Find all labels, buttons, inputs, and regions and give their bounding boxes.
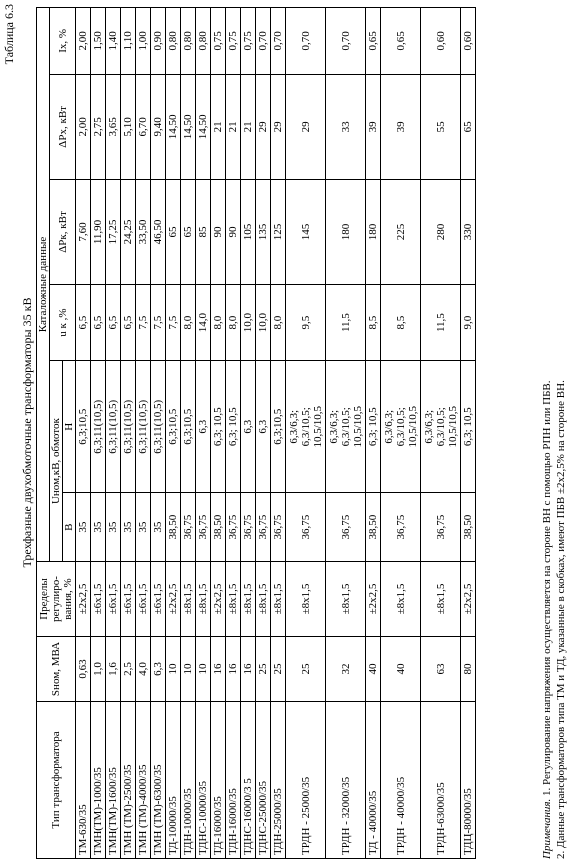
cell-px: 21	[226, 74, 241, 179]
cell-uk: 11,5	[326, 284, 366, 360]
table-row	[326, 8, 366, 859]
cell-pk: 7,60	[76, 180, 91, 285]
cell-type: ТДНС-25000/35	[256, 702, 271, 859]
cell-v: 35	[76, 493, 91, 562]
cell-uk: 7,5	[136, 284, 151, 360]
cell-v: 36,75	[326, 493, 366, 562]
cell-v: 35	[91, 493, 106, 562]
cell-n: 6,3;11(10,5)	[151, 361, 166, 493]
cell-reg: ±8х1,5	[196, 562, 211, 637]
cell-pk: 90	[211, 180, 226, 285]
cell-reg: ±8х1,5	[226, 562, 241, 637]
cell-n: 6,3;10,5	[271, 361, 286, 493]
cell-reg: ±6х1,5	[121, 562, 136, 637]
cell-snom: 40	[381, 637, 421, 702]
cell-uk: 6,5	[121, 284, 136, 360]
cell-type: ТМН(ТМ)-1000/35	[91, 702, 106, 859]
cell-ix: 0,65	[366, 8, 381, 75]
cell-v: 35	[136, 493, 151, 562]
cell-uk: 10,0	[256, 284, 271, 360]
table-row	[421, 8, 461, 859]
cell-px: 3,65	[106, 74, 121, 179]
cell-pk: 330	[461, 180, 476, 285]
cell-type: ТРДН - 32000/35	[326, 702, 366, 859]
cell-type: ТДНС-16000/3 5	[241, 702, 256, 859]
cell-reg: ±2х2,5	[461, 562, 476, 637]
cell-type: ТМ-630/35	[76, 702, 91, 859]
cell-snom: 16	[241, 637, 256, 702]
cell-ix: 0,80	[181, 8, 196, 75]
cell-type: ТД-10000/35	[166, 702, 181, 859]
cell-ix: 0,65	[381, 8, 421, 75]
cell-px: 39	[366, 74, 381, 179]
table-row	[461, 8, 476, 859]
cell-snom: 40	[366, 637, 381, 702]
cell-pk: 65	[166, 180, 181, 285]
cell-type: ТД - 40000/35	[366, 702, 381, 859]
table-row	[271, 8, 286, 859]
cell-uk: 14,0	[196, 284, 211, 360]
cell-type: ТДНС-10000/35	[196, 702, 211, 859]
cell-ix: 1,40	[106, 8, 121, 75]
cell-n: 6,3;11(10,5)	[121, 361, 136, 493]
cell-v: 36,75	[286, 493, 326, 562]
cell-pk: 105	[241, 180, 256, 285]
table-row	[241, 8, 256, 859]
cell-uk: 8,0	[211, 284, 226, 360]
cell-ix: 1,10	[121, 8, 136, 75]
table-row	[286, 8, 326, 859]
cell-v: 36,75	[226, 493, 241, 562]
cell-snom: 10	[181, 637, 196, 702]
header-pk: ΔPк, кВт	[50, 180, 76, 285]
cell-v: 35	[151, 493, 166, 562]
cell-v: 35	[121, 493, 136, 562]
cell-type: ТДН-10000/35	[181, 702, 196, 859]
cell-reg: ±6х1,5	[91, 562, 106, 637]
table-row	[366, 8, 381, 859]
cell-type: ТДЦ-80000/35	[461, 702, 476, 859]
cell-n: 6,3/6,3; 6,3/10,5; 10,5/10,5	[326, 361, 366, 493]
header-snom: Sном, МВА	[37, 637, 76, 702]
cell-reg: ±6х1,5	[106, 562, 121, 637]
cell-ix: 0,70	[271, 8, 286, 75]
cell-type: ТДН-25000/35	[271, 702, 286, 859]
cell-snom: 63	[421, 637, 461, 702]
cell-v: 36,75	[421, 493, 461, 562]
cell-type: ТДН-16000/35	[226, 702, 241, 859]
cell-pk: 145	[286, 180, 326, 285]
header-limits: Пределы регулиро-вания, %	[37, 562, 76, 637]
table-row	[136, 8, 151, 859]
cell-uk: 8,0	[181, 284, 196, 360]
cell-pk: 65	[181, 180, 196, 285]
cell-ix: 1,00	[136, 8, 151, 75]
cell-n: 6,3/6,3; 6,3/10,5; 10,5/10,5	[286, 361, 326, 493]
header-catalog: Каталожные данные	[37, 8, 50, 562]
cell-n: 6,3;11(10,5)	[106, 361, 121, 493]
header-unom: Uном,кВ, обмоток	[50, 361, 63, 562]
cell-type: ТРДН - 25000/35	[286, 702, 326, 859]
table-number: Таблица 6.3	[2, 4, 16, 65]
cell-ix: 0,75	[226, 8, 241, 75]
cell-v: 36,75	[271, 493, 286, 562]
header-v: В	[63, 493, 76, 562]
cell-pk: 17,25	[106, 180, 121, 285]
cell-reg: ±2х2,5	[366, 562, 381, 637]
cell-type: ТРДН-63000/35	[421, 702, 461, 859]
cell-n: 6,3;10,5	[181, 361, 196, 493]
cell-n: 6,3;10,5	[76, 361, 91, 493]
cell-ix: 0,60	[461, 8, 476, 75]
cell-reg: ±8х1,5	[271, 562, 286, 637]
cell-uk: 9,0	[461, 284, 476, 360]
cell-v: 38,50	[461, 493, 476, 562]
cell-type: ТМН(ТМ)-1600/35	[106, 702, 121, 859]
cell-reg: ±8х1,5	[241, 562, 256, 637]
cell-uk: 9,5	[286, 284, 326, 360]
header-uk: u к ,%	[50, 284, 76, 360]
note-2: 2. Данные трансформаторов типа ТМ и ТД, указанные в скобках, имеют ПБВ ±2х2,5% на стороне ВН.	[555, 380, 567, 859]
cell-pk: 125	[271, 180, 286, 285]
cell-ix: 2,00	[76, 8, 91, 75]
cell-ix: 0,75	[241, 8, 256, 75]
table-row	[166, 8, 181, 859]
header-n: Н	[63, 361, 76, 493]
cell-uk: 11,5	[421, 284, 461, 360]
cell-pk: 180	[366, 180, 381, 285]
cell-reg: ±8х1,5	[381, 562, 421, 637]
cell-px: 39	[381, 74, 421, 179]
cell-ix: 0,60	[421, 8, 461, 75]
cell-n: 6,3;11(10,5)	[136, 361, 151, 493]
cell-pk: 11,90	[91, 180, 106, 285]
header-type: Тип трансформатора	[37, 702, 76, 859]
cell-pk: 90	[226, 180, 241, 285]
cell-ix: 0,80	[166, 8, 181, 75]
header-ix: Iх, %	[50, 8, 76, 75]
notes-label: Примечания.	[541, 798, 553, 859]
cell-v: 38,50	[211, 493, 226, 562]
table-row	[381, 8, 421, 859]
cell-reg: ±8х1,5	[421, 562, 461, 637]
table-row	[196, 8, 211, 859]
cell-v: 36,75	[381, 493, 421, 562]
cell-snom: 10	[166, 637, 181, 702]
note-line-1	[540, 380, 554, 859]
cell-pk: 135	[256, 180, 271, 285]
cell-n: 6,3	[256, 361, 271, 493]
cell-snom: 1,6	[106, 637, 121, 702]
cell-snom: 25	[271, 637, 286, 702]
cell-snom: 32	[326, 637, 366, 702]
cell-type: ТД-16000/35	[211, 702, 226, 859]
cell-reg: ±6х1,5	[151, 562, 166, 637]
table-body	[76, 8, 476, 859]
cell-px: 2,00	[76, 74, 91, 179]
cell-n: 6,3; 10,5	[211, 361, 226, 493]
cell-ix: 0,70	[286, 8, 326, 75]
cell-px: 33	[326, 74, 366, 179]
cell-px: 2,75	[91, 74, 106, 179]
cell-px: 55	[421, 74, 461, 179]
cell-uk: 6,5	[106, 284, 121, 360]
cell-pk: 46,50	[151, 180, 166, 285]
cell-ix: 0,80	[196, 8, 211, 75]
table-row	[76, 8, 91, 859]
cell-reg: ±2х2,5	[211, 562, 226, 637]
cell-uk: 7,5	[151, 284, 166, 360]
notes	[540, 380, 568, 859]
cell-px: 6,70	[136, 74, 151, 179]
cell-v: 36,75	[181, 493, 196, 562]
cell-snom: 0,63	[76, 637, 91, 702]
cell-reg: ±6х1,5	[136, 562, 151, 637]
cell-v: 36,75	[241, 493, 256, 562]
table-row	[121, 8, 136, 859]
transformer-table	[36, 7, 476, 859]
cell-uk: 10,0	[241, 284, 256, 360]
cell-type: ТМН (ТМ)-6300/35	[151, 702, 166, 859]
cell-uk: 8,5	[381, 284, 421, 360]
header-px: ΔPх, кВт	[50, 74, 76, 179]
table-caption: Трехфазные двухобмоточные трансформаторы 35 кВ	[20, 297, 34, 568]
cell-uk: 8,0	[271, 284, 286, 360]
cell-pk: 33,50	[136, 180, 151, 285]
cell-type: ТМН (ТМ)-4000/35	[136, 702, 151, 859]
cell-n: 6,3; 10,5	[226, 361, 241, 493]
cell-pk: 180	[326, 180, 366, 285]
cell-ix: 1,50	[91, 8, 106, 75]
cell-snom: 25	[286, 637, 326, 702]
cell-n: 6,3; 10,5	[461, 361, 476, 493]
cell-uk: 8,5	[366, 284, 381, 360]
table-row	[256, 8, 271, 859]
cell-px: 29	[286, 74, 326, 179]
cell-reg: ±2х2,5	[76, 562, 91, 637]
table-row	[211, 8, 226, 859]
cell-ix: 0,70	[326, 8, 366, 75]
cell-ix: 0,90	[151, 8, 166, 75]
cell-uk: 6,5	[91, 284, 106, 360]
table-row	[106, 8, 121, 859]
cell-n: 6,3; 10,5	[366, 361, 381, 493]
cell-pk: 85	[196, 180, 211, 285]
table-row	[91, 8, 106, 859]
cell-snom: 6,3	[151, 637, 166, 702]
note-1: 1. Регулирование напряжения осуществляется на стороне ВН с помощью РПН или ПБВ.	[541, 380, 553, 796]
table-row	[226, 8, 241, 859]
cell-pk: 24,25	[121, 180, 136, 285]
cell-reg: ±2х2,5	[166, 562, 181, 637]
cell-uk: 6,5	[76, 284, 91, 360]
cell-v: 38,50	[366, 493, 381, 562]
cell-v: 36,75	[196, 493, 211, 562]
cell-ix: 0,70	[256, 8, 271, 75]
table-header	[37, 8, 76, 859]
cell-px: 29	[256, 74, 271, 179]
cell-snom: 10	[196, 637, 211, 702]
cell-px: 14,50	[196, 74, 211, 179]
cell-reg: ±8х1,5	[286, 562, 326, 637]
cell-px: 21	[211, 74, 226, 179]
cell-pk: 225	[381, 180, 421, 285]
cell-n: 6,3	[241, 361, 256, 493]
cell-snom: 16	[226, 637, 241, 702]
cell-ix: 0,75	[211, 8, 226, 75]
cell-v: 38,50	[166, 493, 181, 562]
cell-px: 5,10	[121, 74, 136, 179]
cell-snom: 2,5	[121, 637, 136, 702]
cell-px: 9,40	[151, 74, 166, 179]
table-row	[151, 8, 166, 859]
cell-px: 21	[241, 74, 256, 179]
cell-px: 29	[271, 74, 286, 179]
cell-v: 35	[106, 493, 121, 562]
cell-uk: 7,5	[166, 284, 181, 360]
cell-reg: ±8х1,5	[326, 562, 366, 637]
cell-n: 6,3/6,3; 6,3/10,5; 10,5/10,5	[421, 361, 461, 493]
cell-snom: 4,0	[136, 637, 151, 702]
cell-px: 65	[461, 74, 476, 179]
cell-reg: ±8х1,5	[256, 562, 271, 637]
cell-n: 6,3	[196, 361, 211, 493]
cell-type: ТМН (ТМ)-2500/35	[121, 702, 136, 859]
cell-type: ТРДН - 40000/35	[381, 702, 421, 859]
cell-px: 14,50	[166, 74, 181, 179]
cell-uk: 8,0	[226, 284, 241, 360]
cell-pk: 280	[421, 180, 461, 285]
cell-snom: 1,0	[91, 637, 106, 702]
cell-n: 6,3;11(10,5)	[91, 361, 106, 493]
cell-snom: 16	[211, 637, 226, 702]
cell-n: 6,3;10,5	[166, 361, 181, 493]
cell-v: 36,75	[256, 493, 271, 562]
cell-px: 14,50	[181, 74, 196, 179]
cell-reg: ±8х1,5	[181, 562, 196, 637]
cell-n: 6,3/6,3; 6,3/10,5; 10,5/10,5	[381, 361, 421, 493]
cell-snom: 80	[461, 637, 476, 702]
table-row	[181, 8, 196, 859]
cell-snom: 25	[256, 637, 271, 702]
